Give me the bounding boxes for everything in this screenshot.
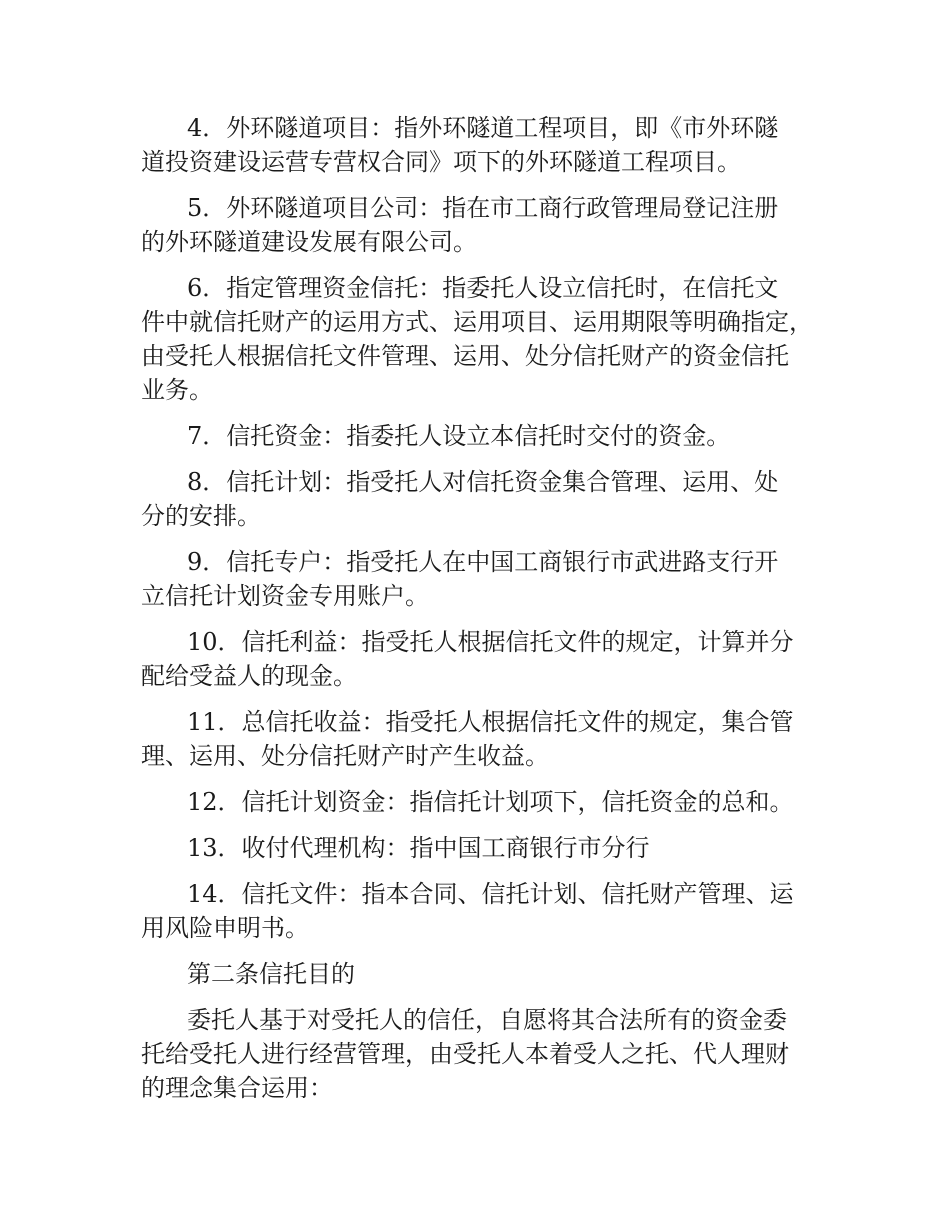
- document-body: [141, 111, 831, 1117]
- definition-paragraph-13: 13．收付代理机构：指中国工商银行市分行: [187, 834, 650, 862]
- definition-paragraph-5: 5．外环隧道项目公司：指在市工商行政管理局登记注册 的外环隧道建设发展有限公司。: [141, 194, 779, 256]
- definition-paragraph-9: 9．信托专户：指受托人在中国工商银行市武进路支行开 立信托计划资金专用账户。: [141, 548, 779, 610]
- article-heading: 第二条信托目的: [187, 960, 355, 988]
- definition-paragraph-11: 11．总信托收益：指受托人根据信托文件的规定，集合管 理、运用、处分信托财产时产生收益。: [141, 708, 794, 770]
- article-body-paragraph: 委托人基于对受托人的信任，自愿将其合法所有的资金委 托给受托人进行经营管理，由受托人本着受人之托、代人理财 的理念集合运用：: [141, 1006, 789, 1102]
- definition-paragraph-10: 10．信托利益：指受托人根据信托文件的规定，计算并分 配给受益人的现金。: [141, 628, 794, 690]
- definition-paragraph-8: 8．信托计划：指受托人对信托资金集合管理、运用、处 分的安排。: [141, 468, 779, 530]
- definition-paragraph-14: 14．信托文件：指本合同、信托计划、信托财产管理、运 用风险申明书。: [141, 880, 794, 942]
- definition-paragraph-7: 7．信托资金：指委托人设立本信托时交付的资金。: [187, 422, 731, 450]
- definition-paragraph-12: 12．信托计划资金：指信托计划项下，信托资金的总和。: [187, 788, 794, 816]
- definition-paragraph-4: 4．外环隧道项目：指外环隧道工程项目，即《市外环隧 道投资建设运营专营权合同》项下的外环隧道工程项目。: [141, 114, 779, 176]
- definition-paragraph-6: 6．指定管理资金信托：指委托人设立信托时，在信托文 件中就信托财产的运用方式、运用项目、运用期限等明确指定， 由受托人根据信托文件管理、运用、处分信托财产的资金信托 业务。: [141, 274, 813, 404]
